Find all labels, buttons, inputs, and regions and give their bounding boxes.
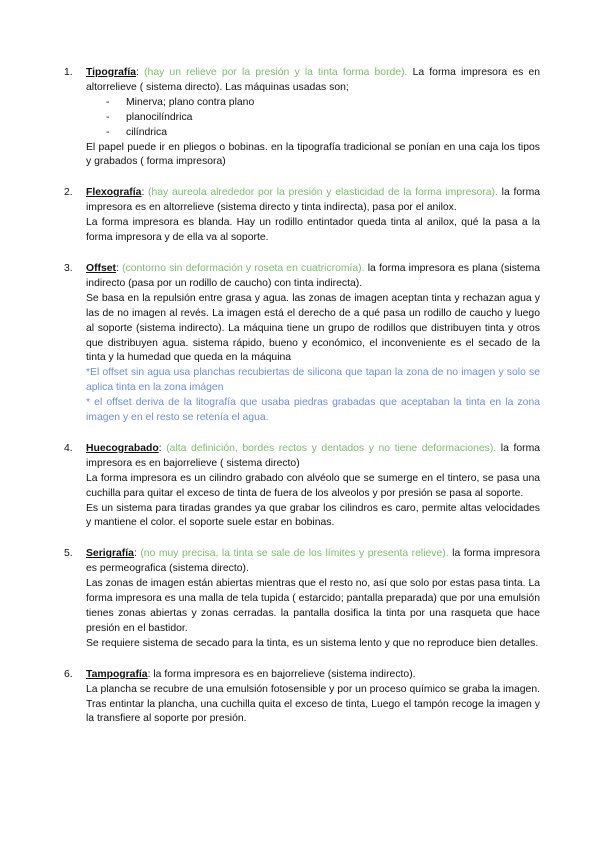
paragraph: La forma impresora es blanda. Hay un rodillo entintador queda tinta al anilox, qué la pasa a la forma impresora y de ella va al soporte. [86,217,540,244]
term-heading: Tipografía [86,67,137,78]
item-number: 5. [64,548,73,560]
term-heading: Serigrafía [86,548,134,560]
item-intro: Huecograbado: (alta definición, bordes rectos y dentados y no tiene deformaciones). la forma impresora es en bajorrelieve ( sistema directo) [86,442,541,469]
list-item-serigrafia [64,547,541,651]
term-note: (no muy precisa, la tinta se sale de los límites y presenta relieve). [136,548,449,560]
term-note: (hay aureola alrededor por la presión y elasticidad de la forma impresora). [144,187,498,199]
machine-list [86,96,540,141]
term-description: la forma impresora es en bajorrelieve ( sistema directo) [86,442,541,469]
item-number: 1. [64,67,73,78]
list-item-tampografia [64,668,541,728]
list-entry: - cilíndrica [106,126,540,141]
item-intro: Tampografía: la forma impresora es en bajorrelieve (sistema indirecto). [86,668,416,680]
footnote: * el offset deriva de la litografía que usaba piedras grabadas que aceptaban la tinta en la zona imagen y en el resto se retenía el agua. [86,397,540,424]
paragraph: Se requiere sistema de secado para la tinta, es un sistema lento y que no reproduce bien detalles. [86,637,539,649]
item-number: 2. [64,187,73,199]
paragraph: La plancha se recubre de una emulsión fotosensible y por un proceso químico se graba la imagen. Tras entintar la plancha, una cuchilla quita el exceso de tinta, Luego el tampón recoge la imagen y la transfiere al soporte por presión. [86,683,541,725]
item-intro: Serigrafía: (no muy precisa, la tinta se sale de los límites y presenta relieve). la forma impresora es permeografica (sistema directo). [86,548,540,575]
term-description: la forma impresora es en altorrelieve (sistema directo y tinta indirecta), pasa por el anilox. [86,187,540,214]
list-item-huecograbado [64,442,541,531]
item-number: 4. [64,442,73,454]
paragraph: El papel puede ir en pliegos o bobinas. en la tipografía tradicional se ponían en una caja los tipos y grabados ( forma impresora) [86,141,540,168]
list-entry: - Minerva; plano contra plano [106,96,540,111]
term-description: la forma impresora es permeografica (sistema directo). [86,548,540,575]
list-item-offset [64,262,540,426]
paragraph: Es un sistema para tiradas grandes ya que grabar los cilindros es caro, permite altas velocidades y mantiene el color. el soporte suele estar en bobinas. [86,502,540,529]
item-number: 3. [64,262,73,274]
list-item-tipografia [64,66,540,170]
term-heading: Flexografía [86,187,142,199]
item-number: 6. [64,668,73,680]
item-intro: Flexografía: (hay aureola alrededor por la presión y elasticidad de la forma impresora). la forma impresora es en altorrelieve (sistema directo y tinta indirecta), pasa por el anilox. [86,187,540,214]
term-heading: Offset [86,262,117,274]
footnote: *El offset sin agua usa planchas recubiertas de silicona que tapan la zona de no imagen y solo se aplica tinta en la zona imágen [86,367,540,394]
list-entry: - planocilíndrica [106,111,540,126]
term-note: (alta definición, bordes rectos y dentados y no tiene deformaciones). [161,442,497,454]
term-description: la forma impresora es en bajorrelieve (sistema indirecto). [150,668,416,680]
paragraph: Las zonas de imagen están abiertas mientras que el resto no, así que solo por estas pasa tinta. La forma impresora es una malla de tela tupida ( estarcido; pantalla preparada) que por una emulsión tienes zonas abiertas y zonas cerradas. la pantalla dosifica la tinta por una rasqueta que hace presión en el bastidor. [86,578,541,634]
item-intro: Tipografía: (hay un relieve por la presión y la tinta forma borde). La forma impresora es en altorrelieve ( sistema directo). Las máquinas usadas son; [86,67,540,93]
paragraph: La forma impresora es un cilindro grabado con alvéolo que se sumerge en el tintero, se pasa una cuchilla para quitar el exceso de tinta de fuera de los alveolos y por presión se pasa al soporte. [86,472,540,499]
term-heading: Tampografía [86,668,148,680]
term-description: La forma impresora es en altorrelieve ( sistema directo). Las máquinas usadas son; [86,67,540,93]
term-note: (hay un relieve por la presión y la tinta forma borde). [138,67,408,78]
term-heading: Huecograbado [86,442,159,454]
term-description: la forma impresora es plana (sistema indirecto (pasa por un rodillo de caucho) con tinta indirecta). [86,262,540,289]
item-intro: Offset: (contorno sin deformación y roseta en cuatricromía). la forma impresora es plana (sistema indirecto (pasa por un rodillo de caucho) con tinta indirecta). [86,262,540,289]
paragraph: Se basa en la repulsión entre grasa y agua. las zonas de imagen aceptan tinta y rechazan agua y las de no imagen al revés. La imagen está el derecho de a qué pasa un rodillo de caucho y luego al soporte (sistema indirecto). La máquina tiene un grupo de rodillos que distribuyen tinta y otros que distribuyen agua. sistema rápido, bueno y económico, el inconveniente es el secado de la tinta y la humedad que queda en la máquina [86,292,540,364]
list-item-flexografia [64,186,540,246]
term-note: (contorno sin deformación y roseta en cuatricromía). [118,262,365,274]
